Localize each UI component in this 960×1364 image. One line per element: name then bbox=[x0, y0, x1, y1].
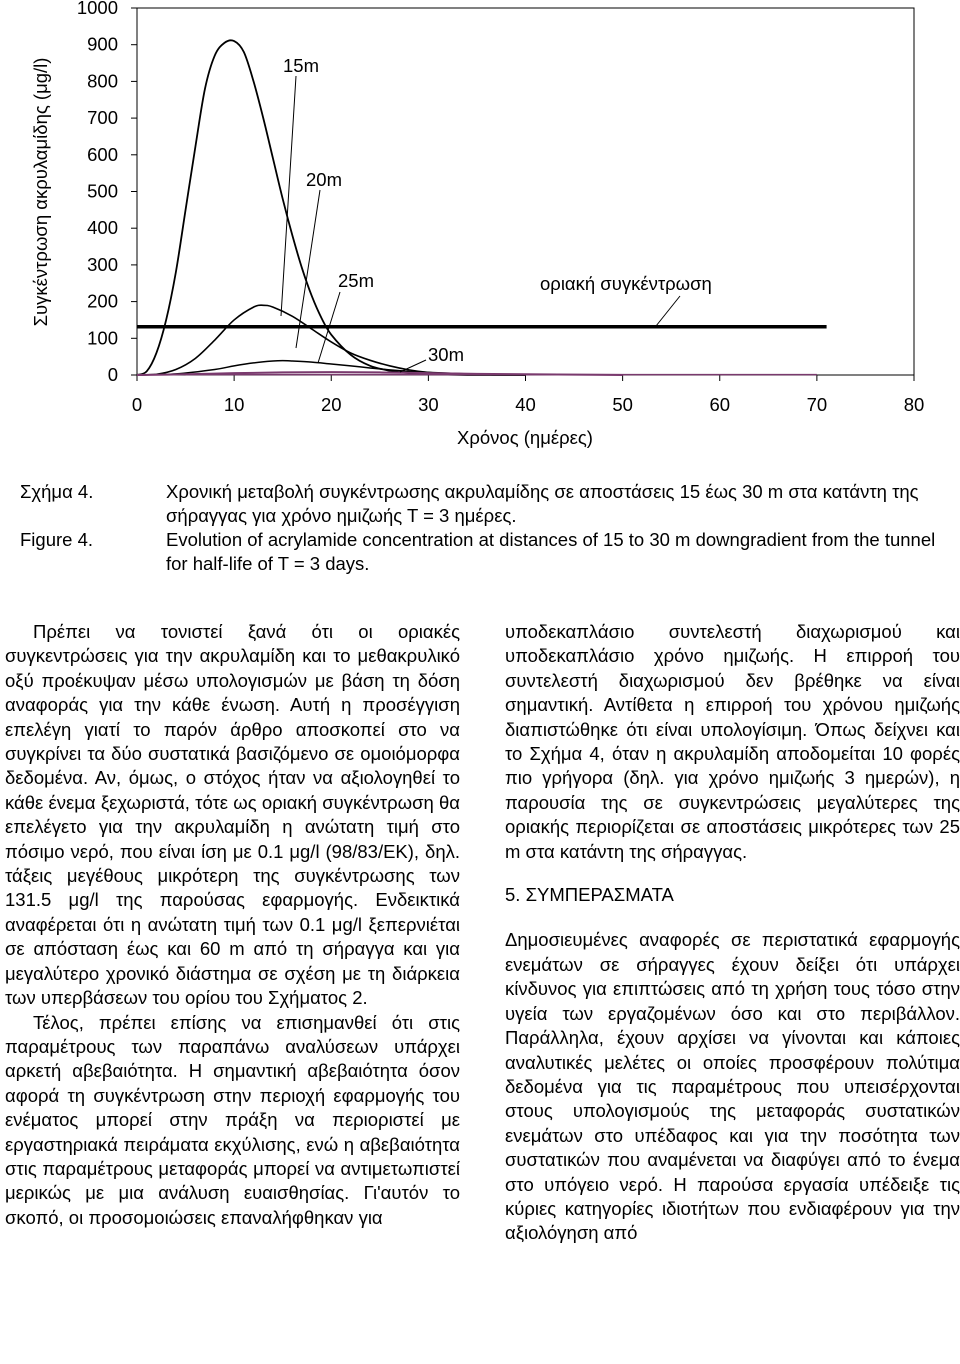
x-tick-label: 40 bbox=[515, 394, 536, 415]
paragraph: Δημοσιευμένες αναφορές σε περιστατικά εφαρμογής ενεμάτων σε σήραγγες έχουν δείξει ότι υπάρχει κίνδυνος για επιπτώσεις από τη χρήση τους τόσο στην υγεία των εργαζομένων όσο και στο περιβάλλον. Παράλληλα, έχουν αρχίσει να γίνονται και κάποιες αναλυτικές μελέτες οι οποίες προσφέρουν πολύτιμα δεδομένα για τις παραμέτρους που υπεισέρχονται στους υπολογισμούς της μεταφοράς συστατικών ενεμάτων στο υπέδαφος και για την ποσότητα των συστατικών που αναμένεται να διαφύγει από το ένεμα στο υπόγειο νερό. Η παρούσα εργασία υπέδειξε τις κύριες κατηγορίες ιδιοτήτων που ενδιαφέρουν για την αξιολόγηση από bbox=[505, 929, 960, 1244]
leader-line bbox=[656, 296, 680, 326]
y-tick-label: 100 bbox=[87, 327, 118, 349]
annotation-label: οριακή συγκέντρωση bbox=[540, 273, 712, 294]
concentration-chart bbox=[0, 0, 960, 460]
paragraph: Τέλος, πρέπει επίσης να επισημανθεί ότι στις παραμέτρους των παραπάνω αναλύσεων υπάρχει αρκετή αβεβαιότητα. Η σημαντική αβεβαιότητα όσον αφορά τη συγκέντρωση στην περιοχή εφαρμογής του ενέματος μπορεί στην πράξη να περιοριστεί με εργαστηριακά πειράματα εκχύλισης, ενώ η αβεβαιότητα στις παραμέτρους μεταφοράς μπορεί να αντιμετωπιστεί μερικώς με μια ανάλυση ευαισθησίας. Γι'αυτόν το σκοπό, οι προσομοιώσεις επαναλήφθηκαν για bbox=[5, 1011, 460, 1228]
x-axis-ticks bbox=[132, 375, 924, 415]
left-column bbox=[5, 620, 460, 1230]
y-tick-label: 0 bbox=[107, 364, 118, 385]
x-tick-label: 10 bbox=[223, 394, 245, 415]
x-tick-label: 0 bbox=[131, 394, 143, 415]
y-tick-label: 1000 bbox=[76, 0, 118, 18]
y-axis-label: Συγκέντρωση ακρυλαμίδης (μg/l) bbox=[30, 57, 51, 327]
x-tick-label: 50 bbox=[612, 394, 633, 415]
annotations bbox=[283, 55, 712, 365]
annotation-label: 25m bbox=[338, 270, 374, 291]
y-tick-label: 200 bbox=[87, 290, 118, 312]
annotation-label: 15m bbox=[283, 55, 319, 76]
right-column bbox=[505, 620, 960, 1246]
caption-text-gr: Χρονική μεταβολή συγκέντρωσης ακρυλαμίδης σε αποστάσεις 15 έως 30 m στα κατάντη της σήραγγας για χρόνο ημιζωής Τ = 3 ημέρες. bbox=[166, 481, 919, 527]
leader-line bbox=[281, 76, 296, 316]
caption-label-en: Figure 4. bbox=[20, 529, 94, 550]
caption-label-gr: Σχήμα 4. bbox=[20, 481, 94, 502]
chart-svg bbox=[0, 0, 960, 460]
x-tick-label: 70 bbox=[806, 394, 828, 415]
series-line-0 bbox=[137, 40, 526, 375]
caption-text-en: Evolution of acrylamide concentration at distances of 15 to 30 m downgradient from the tunnel for half-life of T = 3 days. bbox=[166, 529, 936, 575]
y-axis-ticks bbox=[77, 0, 137, 385]
annotation-label: 20m bbox=[306, 169, 342, 190]
x-tick-label: 60 bbox=[709, 394, 731, 415]
x-tick-label: 20 bbox=[320, 394, 342, 415]
y-tick-label: 800 bbox=[87, 70, 118, 92]
paragraph: Πρέπει να τονιστεί ξανά ότι οι οριακές συγκεντρώσεις για την ακρυλαμίδη και το μεθακρυλικό οξύ προέκυψαν μέσω υπολογισμών με βάση τη δόση αναφοράς για την κάθε ένωση. Αυτή η προσέγγιση επελέγη γιατί το παρόν άρθρο αποσκοπεί στο να συγκρίνει τα δύο συστατικά βασιζόμενο σε ομοιόμορφα δεδομένα. Αν, όμως, ο στόχος ήταν να αξιολογηθεί το κάθε ένεμα ξεχωριστά, τότε ως οριακή συγκέντρωση θα επελέγετο για την ακρυλαμίδη η ανώτατη τιμή στο πόσιμο νερό, που είναι ίση με 0.1 μg/l (98/83/ΕΚ), δηλ. τάξεις μεγέθους μικρότερη της συγκέντρωσης των 131.5 μg/l της παρούσας εφαρμογής. Ενδεικτικά αναφέρεται ότι η ανώτατη τιμή των 0.1 μg/l ξεπερνιέται σε απόσταση έως και 60 m από τη σήραγγα και για μεγαλύτερο χρονικό διάστημα σε σχέση με τη διάρκεια των υπερβάσεων του ορίου του Σχήματος 2. bbox=[5, 621, 460, 1009]
paragraph: υποδεκαπλάσιο συντελεστή διαχωρισμού και υποδεκαπλάσιο χρόνο ημιζωής. Η επιρροή του συντελεστή διαχωρισμού δεν βρέθηκε να είναι σημαντική. Αντίθετα η επιρροή του χρόνου ημιζωής διαπιστώθηκε ότι είναι υπολογίσιμη. Όπως δείχνει και το Σχήμα 4, όταν η ακρυλαμίδη αποδομείται 10 φορές πιο γρήγορα (δηλ. για χρόνο ημιζωής 3 ημερών), η παρουσία της σε συγκεντρώσεις μεγαλύτερες της οριακής περιορίζεται σε αποστάσεις μικρότερες των 25 m στα κατάντη της σήραγγας. bbox=[505, 621, 960, 862]
plot-area-frame bbox=[137, 8, 914, 375]
y-tick-label: 400 bbox=[87, 217, 118, 239]
y-tick-label: 500 bbox=[87, 180, 118, 202]
leader-line bbox=[296, 190, 320, 348]
y-tick-label: 300 bbox=[87, 253, 118, 275]
series-lines bbox=[137, 40, 827, 375]
y-tick-label: 900 bbox=[87, 33, 118, 55]
annotation-label: 30m bbox=[428, 344, 464, 365]
x-axis-label: Χρόνος (ημέρες) bbox=[457, 427, 593, 448]
x-tick-label: 30 bbox=[418, 394, 439, 415]
y-tick-label: 700 bbox=[87, 107, 118, 129]
x-tick-label: 80 bbox=[903, 394, 925, 415]
y-tick-label: 600 bbox=[87, 143, 118, 165]
section-heading: 5. ΣΥΜΠΕΡΑΣΜΑΤΑ bbox=[505, 884, 674, 906]
